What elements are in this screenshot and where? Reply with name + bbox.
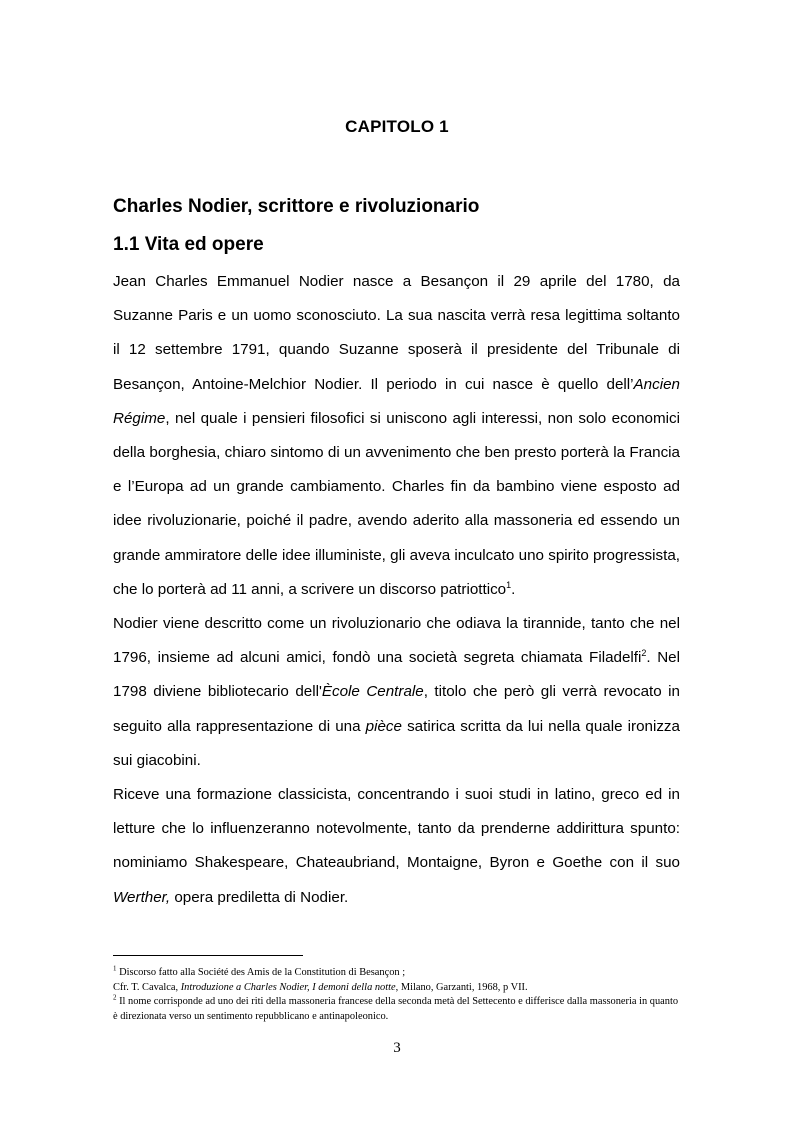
- p2-italic-ecole-centrale: Ècole Centrale: [321, 683, 424, 701]
- footnote-ref-1[interactable]: 1: [506, 579, 512, 590]
- page-number: 3: [393, 1040, 401, 1056]
- footnote-1-line-2-text: Cfr. T. Cavalca,: [113, 981, 181, 993]
- p1-text-2: , nel quale i pensieri filosofici si uniscono agli interessi, non solo economici della borghesia, chiaro sintomo di un avvenimento che ben presto porterà la Francia e l’Europa ad un grande cambiamento. Charles fin da bambino viene esposto ad idee rivoluzionarie, poiché il padre, avendo aderito alla massoneria ed essendo un grande ammiratore delle idee illuministe, gli aveva inculcato uno spirito progressista, che lo porterà ad 11 anni, a scrivere un discorso patriottico: [113, 409, 680, 598]
- footnote-1-line-2-end: , Milano, Garzanti, 1968, p VII.: [395, 981, 528, 993]
- section-title: Charles Nodier, scrittore e rivoluzionario: [113, 196, 480, 217]
- paragraph-2: [113, 607, 680, 778]
- footnote-1-line-1: Discorso fatto alla Société des Amis de la Constitution di Besançon ;: [116, 967, 406, 978]
- p2-italic-piece: pièce: [365, 717, 402, 735]
- footnote-2: [113, 995, 680, 1024]
- paragraph-3: [113, 778, 680, 915]
- p2-text-4: satirica scritta da lui nella quale ironizza sui giacobini.: [113, 717, 680, 769]
- subsection-title: 1.1 Vita ed opere: [113, 234, 264, 255]
- footnote-1-italic-title: Introduzione a Charles Nodier, I demoni della notte: [180, 981, 396, 993]
- p2-text-3: , titolo che però gli verrà revocato in seguito alla rappresentazione di una: [113, 683, 680, 735]
- footnote-2-text: Il nome corrisponde ad uno dei riti della massoneria francese della seconda metà del Settecento e differisce dalla massoneria in quanto è direzionata verso un sentimento repubblicano e antinapoleonico.: [113, 996, 679, 1022]
- footnote-separator: [113, 955, 303, 956]
- footnotes: [113, 966, 680, 1024]
- paragraph-1: [113, 265, 680, 607]
- p3-italic-werther: Werther,: [113, 888, 171, 906]
- p1-text-1: Jean Charles Emmanuel Nodier nasce a Besançon il 29 aprile del 1780, da Suzanne Paris e un uomo sconosciuto. La sua nascita verrà resa legittima soltanto il 12 settembre 1791, quando Suzanne sposerà il presidente del Tribunale di Besançon, Antoine-Melchior Nodier. Il periodo in cui nasce è quello dell’: [113, 273, 680, 393]
- p1-italic-ancien-regime: Ancien Régime: [113, 375, 680, 427]
- p1-text-3: .: [511, 580, 516, 598]
- footnote-1-number: 1: [113, 964, 117, 973]
- body-text: [113, 265, 680, 915]
- p3-text-1: Riceve una formazione classicista, concentrando i suoi studi in latino, greco ed in letture che lo influenzeranno notevolmente, tanto da prenderne addirittura spunto: nominiamo Shakespeare, Chateaubriand, Montaigne, Byron e Goethe con il suo: [113, 786, 680, 872]
- chapter-heading: CAPITOLO 1: [345, 117, 449, 136]
- footnote-ref-2[interactable]: 2: [641, 648, 647, 659]
- p2-text-2: . Nel 1798 diviene bibliotecario dell': [113, 649, 680, 701]
- footnote-1: [113, 966, 680, 995]
- p2-text-1: Nodier viene descritto come un rivoluzionario che odiava la tirannide, tanto che nel 1796, insieme ad alcuni amici, fondò una società segreta chiamata Filadelfi: [113, 615, 680, 667]
- footnote-2-number: 2: [113, 993, 117, 1002]
- p3-text-2: opera prediletta di Nodier.: [170, 888, 349, 906]
